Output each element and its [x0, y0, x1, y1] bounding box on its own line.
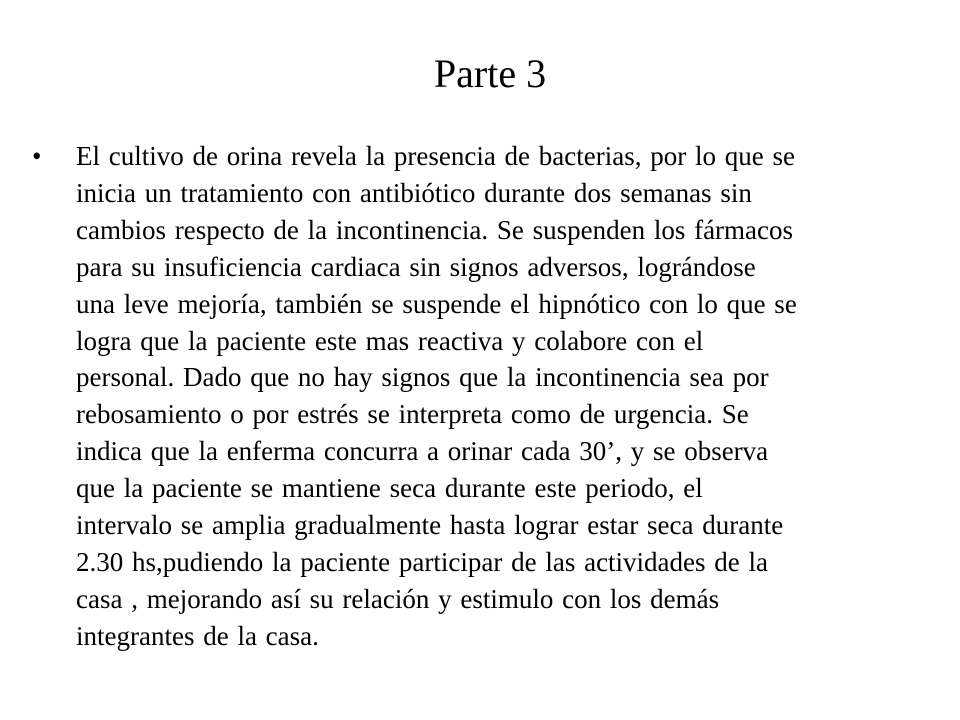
- paragraph-line: cambios respecto de la incontinencia. Se suspenden los fármacos: [76, 214, 794, 245]
- paragraph-line: personal. Dado que no hay signos que la incontinencia sea por: [76, 362, 769, 393]
- paragraph-line: inicia un tratamiento con antibiótico durante dos semanas sin: [76, 177, 752, 208]
- bullet-item: [30, 138, 920, 655]
- paragraph-line: 2.30 hs,pudiendo la paciente participar de las actividades de la: [76, 546, 768, 577]
- paragraph-line: para su insuficiencia cardiaca sin signos adversos, lográndose: [76, 251, 756, 282]
- paragraph-line: intervalo se amplia gradualmente hasta lograr estar seca durante: [76, 510, 784, 541]
- paragraph-line: integrantes de la casa.: [76, 620, 319, 651]
- slide-title: Parte 3: [433, 51, 547, 96]
- paragraph-line: que la paciente se mantiene seca durante este periodo, el: [76, 473, 703, 504]
- bullet-icon: •: [32, 141, 42, 171]
- paragraph-line: logra que la paciente este mas reactiva y colabore con el: [76, 325, 704, 356]
- paragraph-line: rebosamiento o por estrés se interpreta como de urgencia. Se: [76, 399, 749, 430]
- paragraph-line: una leve mejoría, también se suspende el hipnótico con lo que se: [76, 288, 797, 319]
- paragraph-line: El cultivo de orina revela la presencia de bacterias, por lo que se: [76, 141, 795, 171]
- bullet-list: [30, 138, 920, 655]
- paragraph-line: casa , mejorando así su relación y estimulo con los demás: [76, 583, 720, 614]
- paragraph-line: indica que la enferma concurra a orinar cada 30’, y se observa: [76, 436, 769, 467]
